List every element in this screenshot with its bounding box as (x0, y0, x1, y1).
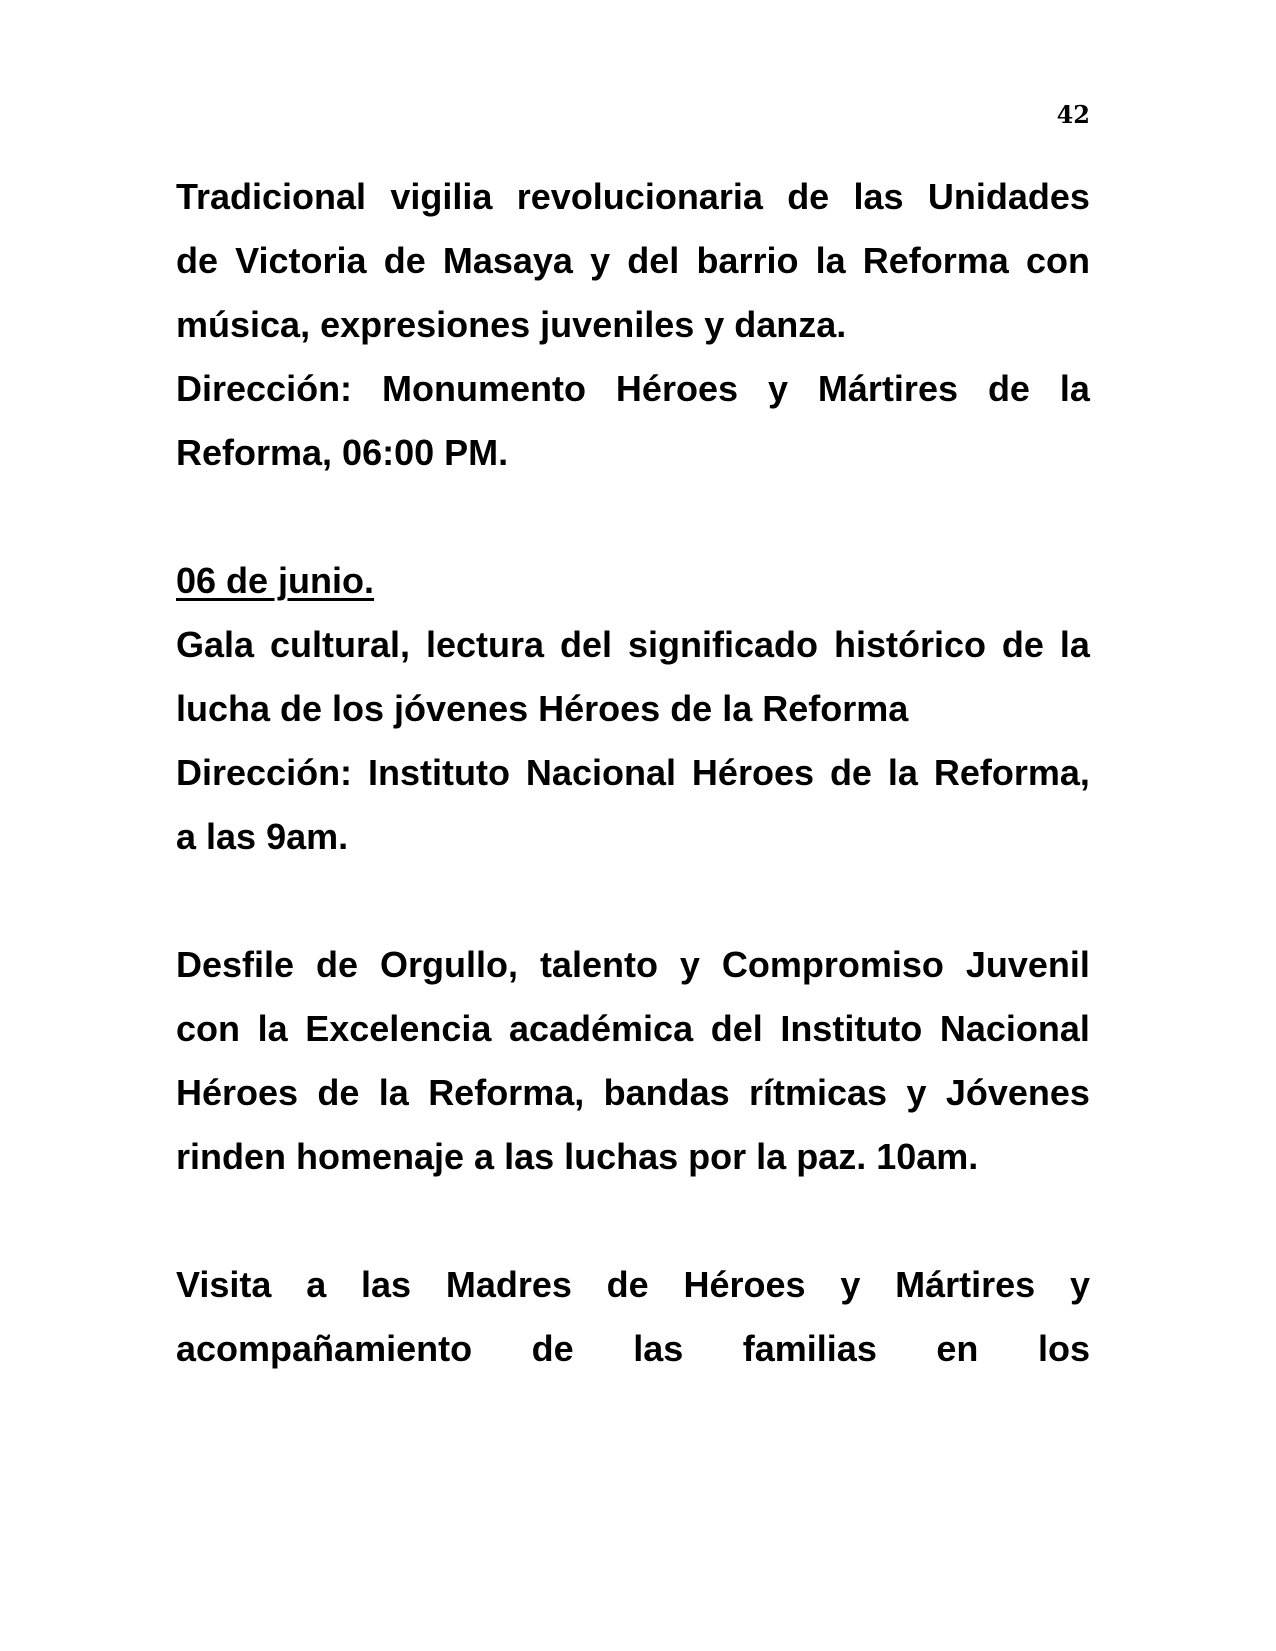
word: Nacional (525, 752, 676, 793)
word: del (710, 1008, 763, 1049)
word: de (987, 368, 1030, 409)
word: Unidades (927, 176, 1090, 217)
word: Héroes (176, 1072, 299, 1113)
word: la (257, 1008, 288, 1049)
word: de (1001, 624, 1044, 665)
word: del (627, 240, 680, 281)
word: Orgullo, (379, 944, 518, 985)
word: de (317, 1072, 360, 1113)
word: acompañamiento (176, 1328, 473, 1369)
word: Victoria (235, 240, 367, 281)
word: Reforma (862, 240, 1009, 281)
word: Excelencia (305, 1008, 492, 1049)
word: Reforma, (428, 1072, 585, 1113)
word: a (306, 1264, 327, 1305)
word: Compromiso (721, 944, 944, 985)
spacer (176, 485, 1090, 549)
word: Madres (445, 1264, 572, 1305)
word: académica (508, 1008, 694, 1049)
word: Juvenil (965, 944, 1090, 985)
word: Jóvenes (945, 1072, 1090, 1113)
word: Héroes (691, 752, 814, 793)
spacer (176, 869, 1090, 933)
paragraph-3-line-1 (176, 933, 1090, 997)
document-body (176, 165, 1090, 1381)
paragraph-2-line-2: lucha de los jóvenes Héroes de la Reforma (176, 688, 909, 729)
word: los (1037, 1328, 1090, 1369)
word: Gala (176, 624, 255, 665)
word: la (1059, 368, 1090, 409)
spacer (176, 1189, 1090, 1253)
paragraph-1-line-4 (176, 357, 1090, 421)
word: Héroes (615, 368, 738, 409)
word: histórico (833, 624, 986, 665)
paragraph-4-line-2 (176, 1317, 1090, 1381)
page-number: 42 (1056, 100, 1090, 129)
word: y (590, 240, 611, 281)
word: Mártires (817, 368, 958, 409)
word: y (840, 1264, 861, 1305)
paragraph-2-line-4: a las 9am. (176, 816, 349, 857)
word: de (531, 1328, 574, 1369)
word: y (906, 1072, 927, 1113)
word: de (176, 240, 219, 281)
word: Reforma, (933, 752, 1090, 793)
word: lectura (425, 624, 545, 665)
paragraph-1-line-2 (176, 229, 1090, 293)
paragraph-3-line-2 (176, 997, 1090, 1061)
word: de (606, 1264, 649, 1305)
word: Desfile (176, 944, 295, 985)
word: talento (539, 944, 658, 985)
word: la (887, 752, 918, 793)
word: las (633, 1328, 684, 1369)
word: cultural, (270, 624, 411, 665)
paragraph-1-line-3: música, expresiones juveniles y danza. (176, 304, 847, 345)
word: bandas (603, 1072, 730, 1113)
word: barrio (696, 240, 799, 281)
word: revolucionaria (516, 176, 763, 217)
word: Instituto (780, 1008, 923, 1049)
word: del (560, 624, 613, 665)
word: de (829, 752, 872, 793)
word: las (361, 1264, 412, 1305)
paragraph-1-line-1 (176, 165, 1090, 229)
paragraph-2-line-1 (176, 613, 1090, 677)
word: Dirección: (176, 368, 353, 409)
paragraph-2-line-3 (176, 741, 1090, 805)
word: Masaya (442, 240, 573, 281)
word: Tradicional (176, 176, 367, 217)
word: familias (742, 1328, 877, 1369)
word: de (787, 176, 830, 217)
word: en (936, 1328, 979, 1369)
date-heading (176, 549, 1090, 613)
paragraph-3-line-3 (176, 1061, 1090, 1125)
word: las (853, 176, 904, 217)
word: Nacional (939, 1008, 1090, 1049)
word: la (1059, 624, 1090, 665)
word: y (1069, 1264, 1090, 1305)
word: vigilia (390, 176, 493, 217)
word: Dirección: (176, 752, 353, 793)
word: Héroes (683, 1264, 806, 1305)
paragraph-1-line-5: Reforma, 06:00 PM. (176, 432, 509, 473)
word: significado (627, 624, 818, 665)
paragraph-4-line-1 (176, 1253, 1090, 1317)
word: de (383, 240, 426, 281)
word: con (1025, 240, 1090, 281)
word: Monumento (382, 368, 586, 409)
word: y (767, 368, 788, 409)
word: la (815, 240, 846, 281)
word: y (679, 944, 700, 985)
word: rítmicas (749, 1072, 888, 1113)
word: la (378, 1072, 409, 1113)
word: Instituto (368, 752, 510, 793)
word: de (316, 944, 359, 985)
word: con (176, 1008, 241, 1049)
word: Mártires (895, 1264, 1036, 1305)
date-heading-text: 06 de junio. (176, 560, 375, 601)
word: Visita (176, 1264, 272, 1305)
paragraph-3-line-4: rinden homenaje a las luchas por la paz. 10am. (176, 1136, 979, 1177)
